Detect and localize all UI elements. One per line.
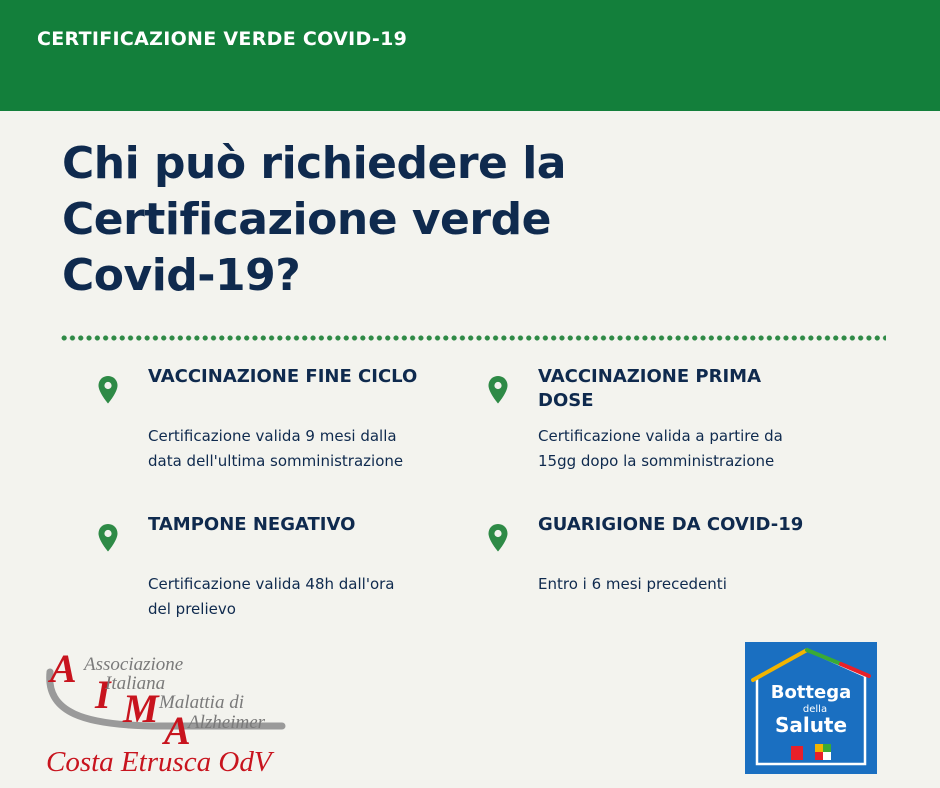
item-description: Entro i 6 mesi precedenti (538, 575, 727, 593)
logo-letter-m: M (123, 686, 159, 731)
logo-letter-a: A (50, 646, 77, 691)
aima-word-2: Italiana (105, 673, 166, 694)
header-label: CERTIFICAZIONE VERDE COVID-19 (37, 28, 408, 50)
title-line-2: Certificazione verde (62, 194, 551, 245)
item-title: GUARIGIONE DA COVID-19 (538, 514, 804, 535)
salute-word: Salute (774, 713, 848, 737)
logo-letter-i: I (95, 672, 111, 717)
aima-word-1: Associazione (84, 654, 184, 675)
anci-emblem (815, 744, 823, 752)
map-pin-icon (487, 375, 509, 405)
title-line-1: Chi può richiedere la (62, 138, 566, 189)
title-line-3: Covid-19? (62, 250, 301, 301)
dotted-divider (60, 334, 886, 342)
bottega-della-salute-logo (745, 642, 877, 774)
aima-word-3: Malattia di (159, 692, 244, 713)
item-title: VACCINAZIONE FINE CICLO (148, 366, 418, 387)
page-title (62, 136, 662, 304)
header-band (0, 0, 940, 111)
aima-subtitle: Costa Etrusca OdV (46, 746, 272, 778)
bottega-word: Bottega (770, 682, 852, 703)
map-pin-icon (97, 375, 119, 405)
aima-logo (42, 642, 292, 780)
item-title: TAMPONE NEGATIVO (148, 514, 356, 535)
item-title: VACCINAZIONE PRIMA DOSE (538, 366, 762, 411)
map-pin-icon (97, 523, 119, 553)
item-description: Certificazione valida 9 mesi dalla data dell'ultima somministrazione (148, 427, 404, 470)
map-pin-icon (487, 523, 509, 553)
region-emblem (791, 746, 803, 760)
item-description: Certificazione valida 48h dall'ora del prelievo (148, 575, 395, 618)
della-word: della (802, 704, 828, 715)
item-description: Certificazione valida a partire da 15gg dopo la somministrazione (538, 427, 783, 470)
logo-letter-a2: A (164, 708, 191, 753)
aima-word-4: Alzheimer (188, 712, 266, 733)
